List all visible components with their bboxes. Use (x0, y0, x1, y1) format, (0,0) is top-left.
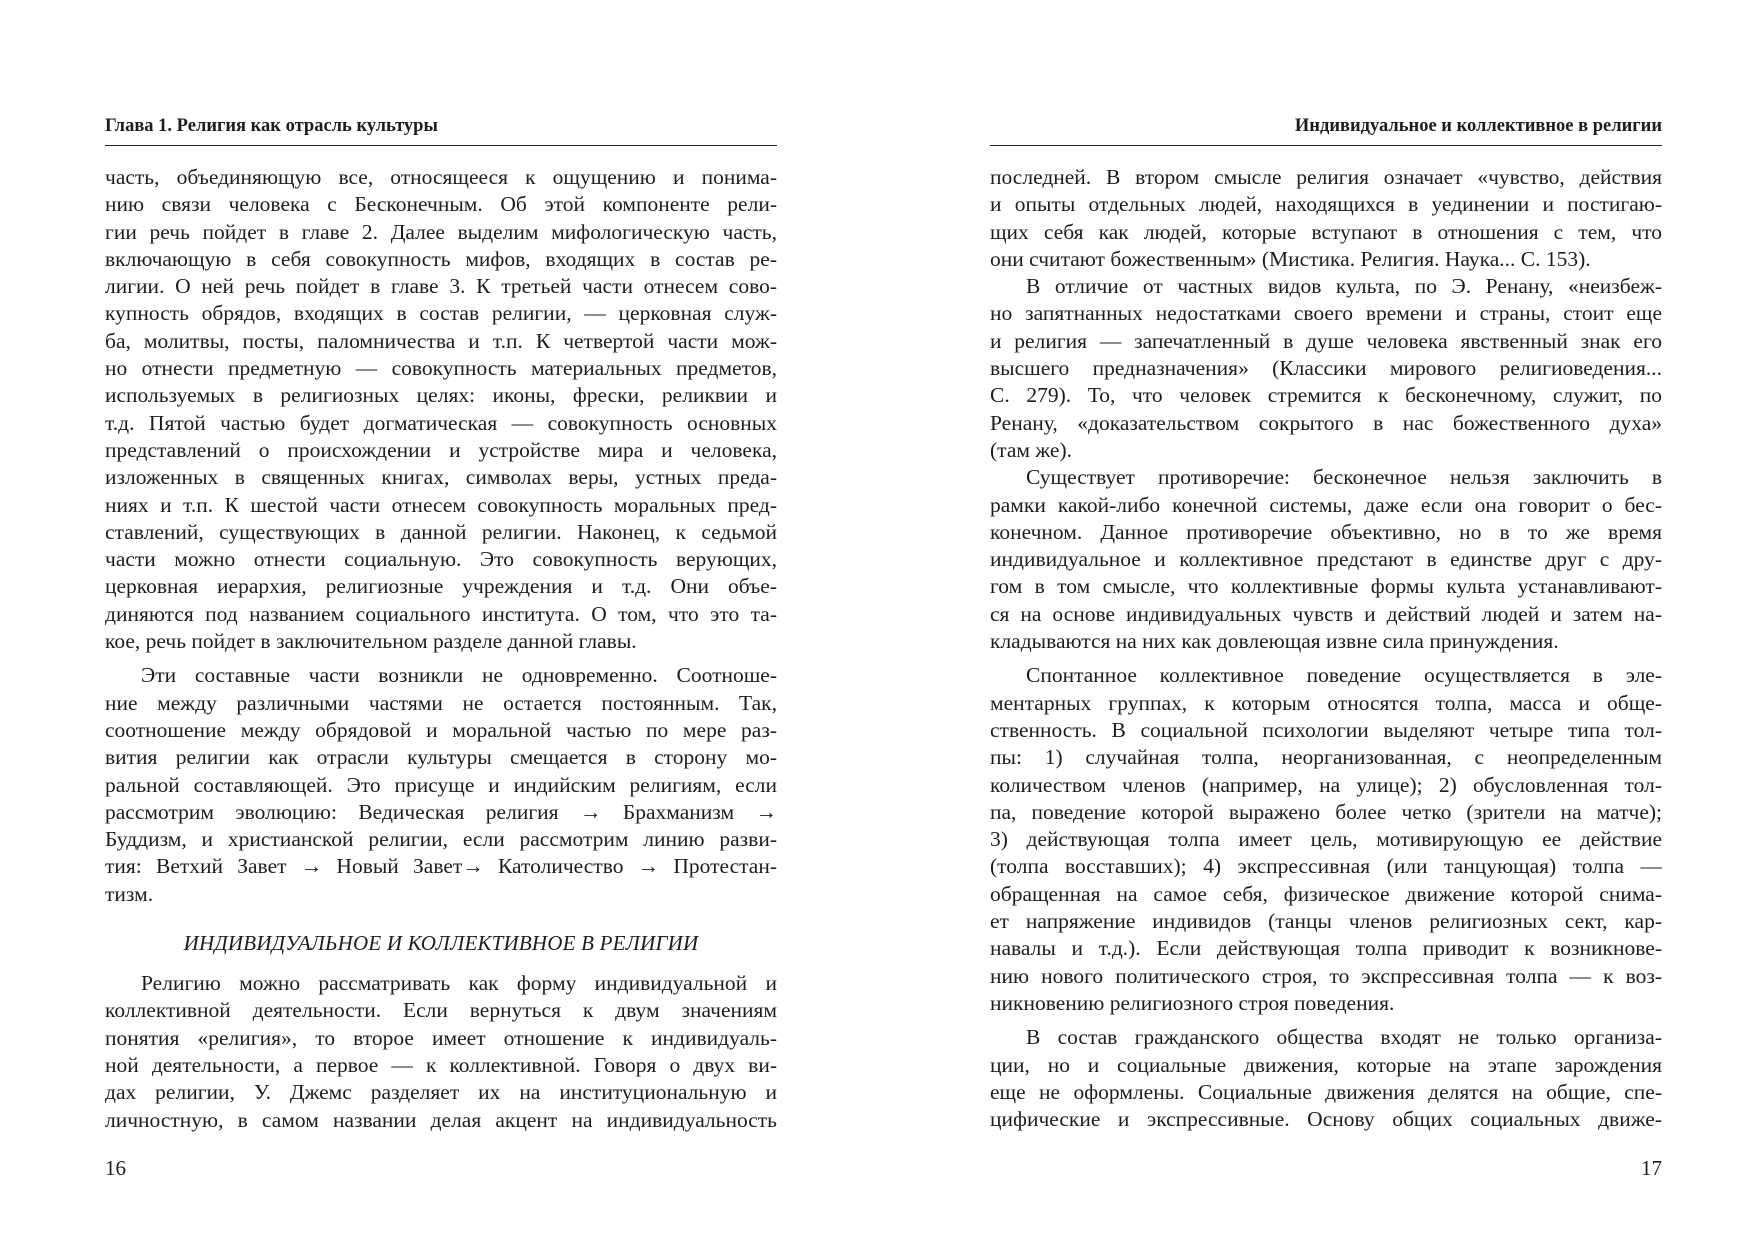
text-line: лигии. О ней речь пойдет в главе 3. К третьей части отнесем сово- (105, 274, 777, 299)
text-line: еще не оформлены. Социальные движения делятся на общие, спе- (990, 1079, 1662, 1104)
text-line: конечном. Данное противоречие объективно, но в то же время (990, 519, 1662, 544)
text-line: ральной составляющей. Это присуще и индийским религиям, если (105, 772, 777, 797)
text-line: включающую в себя совокупность мифов, входящих в состав ре- (105, 246, 777, 271)
text-line: ной деятельности, а первое — к коллективной. Говоря о двух ви- (105, 1052, 777, 1077)
text-line: часть, объединяющую все, относящееся к ощущению и понима- (105, 165, 777, 189)
text-line: Религию можно рассматривать как форму индивидуальной и (141, 971, 777, 996)
text-line: В отличие от частных видов культа, по Э. Ренану, «неизбеж- (1026, 274, 1662, 299)
text-line: щих себя как людей, которые вступают в отношения с тем, что (990, 219, 1662, 244)
text-line: Буддизм, и христианской религии, если рассмотрим линию разви- (105, 827, 777, 852)
text-line: диняются под названием социального института. О том, что это та- (105, 601, 777, 626)
text-line: нию нового политического строя, то экспрессивная толпа — к воз- (990, 963, 1662, 988)
text-line: (там же). (990, 437, 1072, 462)
text-line: Ренану, «доказательством сокрытого в нас божественного духа» (990, 410, 1662, 435)
text-line: купность обрядов, входящих в состав религии, — церковная служ- (105, 301, 777, 326)
text-line: гом в том смысле, что коллективные формы культа устанавливают- (990, 574, 1662, 599)
text-line: они считают божественным» (Мистика. Религия. Наука... С. 153). (990, 246, 1591, 271)
text-line: но запятнанных недостатками своего времени и страны, стоит еще (990, 301, 1662, 326)
text-line: соотношение между обрядовой и моральной частью по мере раз- (105, 717, 777, 742)
text-line: навалы и т.д.). Если действующая толпа приводит к возникнове- (990, 936, 1662, 961)
text-line: рамки какой-либо конечной системы, даже если она говорит о бес- (990, 492, 1662, 517)
left-paragraph-3 (105, 970, 777, 1134)
right-paragraph-3 (990, 464, 1662, 655)
text-line: вития религии как отрасли культуры смещается в сторону мо- (105, 745, 777, 770)
text-line: Существует противоречие: бесконечное нельзя заключить в (1026, 465, 1662, 490)
right-paragraph-5 (990, 1024, 1662, 1133)
text-line: кладываются на них как довлеющая извне сила принуждения. (990, 629, 1559, 654)
text-line: обращенная на самое себя, физическое движение которой снима- (990, 881, 1662, 906)
text-line: нию связи человека с Бесконечным. Об этой компоненте рели- (105, 192, 777, 217)
text-line: ба, молитвы, посты, паломничества и т.п. К четвертой части мож- (105, 328, 777, 353)
text-line: Эти составные части возникли не одновременно. Соотноше- (141, 663, 777, 688)
text-line: но отнести предметную — совокупность материальных предметов, (105, 356, 777, 381)
text-line: ставлений, существующих в данной религии. Наконец, к седьмой (105, 519, 777, 544)
text-line: представлений о происхождении и устройстве мира и человека, (105, 437, 777, 462)
text-line: тизм. (105, 881, 154, 906)
text-line: части можно отнести социальную. Это совокупность верующих, (105, 547, 777, 572)
text-line: кое, речь пойдет в заключительном разделе данной главы. (105, 629, 637, 654)
right-running-head: Индивидуальное и коллективное в религии (990, 116, 1662, 146)
text-line: высшего предназначения» (Классики мирового религиоведения... (990, 356, 1662, 381)
text-line: церковная иерархия, религиозные учреждения и т.д. Они объе- (105, 574, 777, 599)
text-line: изложенных в священных книгах, символах веры, устных преда- (105, 465, 777, 490)
left-page-number: 16 (105, 1156, 126, 1180)
left-paragraph-1 (105, 164, 777, 655)
text-line: пы: 1) случайная толпа, неорганизованная, с неопределенным (990, 745, 1662, 770)
text-line: Спонтанное коллективное поведение осуществляется в эле- (1026, 663, 1662, 688)
text-line: используемых в религиозных целях: иконы, фрески, реликвии и (105, 383, 777, 408)
text-line: понятия «религия», то второе имеет отношение к индивидуаль- (105, 1025, 777, 1050)
text-line: и религия — запечатленный в душе человека явственный знак его (990, 328, 1662, 353)
text-line: ет напряжение индивидов (танцы членов религиозных сект, кар- (990, 909, 1662, 934)
left-page (105, 0, 777, 1240)
text-line: ниях и т.п. К шестой части отнесем совокупность моральных пред- (105, 492, 777, 517)
text-line: ственность. В социальной психологии выделяют четыре типа тол- (990, 717, 1662, 742)
text-line: (толпа восставших); 4) экспрессивная (или танцующая) толпа — (990, 854, 1662, 879)
text-line: С. 279). То, что человек стремится к бесконечному, служит, по (990, 383, 1662, 408)
right-paragraph-2 (990, 273, 1662, 464)
right-page-number: 17 (1641, 1156, 1662, 1180)
left-paragraph-2 (105, 662, 777, 908)
right-paragraph-1 (990, 164, 1662, 273)
right-paragraph-4 (990, 662, 1662, 1017)
text-line: ментарных группах, к которым относятся толпа, масса и обще- (990, 690, 1662, 715)
text-line: 3) действующая толпа имеет цель, мотивирующую ее действие (990, 827, 1662, 852)
left-page-text (105, 164, 777, 1134)
text-line: гии речь пойдет в главе 2. Далее выделим мифологическую часть, (105, 219, 777, 244)
text-line: последней. В втором смысле религия означает «чувство, действия (990, 165, 1662, 189)
text-line: ции, но и социальные движения, которые на этапе зарождения (990, 1052, 1662, 1077)
text-line: В состав гражданского общества входят не только организа- (1026, 1025, 1662, 1050)
text-line: па, поведение которой выражено более четко (зрители на матче); (990, 799, 1662, 824)
text-line: никновению религиозного строя поведения. (990, 990, 1395, 1015)
text-line: и опыты отдельных людей, находящихся в уединении и постигаю- (990, 192, 1662, 217)
right-page (990, 0, 1662, 1240)
section-heading: ИНДИВИДУАЛЬНОЕ И КОЛЛЕКТИВНОЕ В РЕЛИГИИ (183, 931, 699, 956)
text-line: т.д. Пятой частью будет догматическая — совокупность основных (105, 410, 777, 435)
text-line: коллективной деятельности. Если вернуться к двум значениям (105, 998, 777, 1023)
text-line: тия: Ветхий Завет → Новый Завет→ Католичество → Протестан- (105, 854, 777, 879)
right-page-text (990, 164, 1662, 1133)
text-line: цифические и экспрессивные. Основу общих социальных движе- (990, 1107, 1662, 1132)
left-running-head: Глава 1. Религия как отрасль культуры (105, 116, 777, 146)
text-line: ся на основе индивидуальных чувств и действий людей и затем на- (990, 601, 1662, 626)
text-line: ние между различными частями не остается постоянным. Так, (105, 690, 777, 715)
text-line: индивидуальное и коллективное предстают в единстве друг с дру- (990, 547, 1662, 572)
text-line: рассмотрим эволюцию: Ведическая религия → Брахманизм → (105, 799, 777, 824)
text-line: количеством членов (например, на улице); 2) обусловленная тол- (990, 772, 1662, 797)
text-line: дах религии, У. Джемс разделяет их на институциональную и (105, 1080, 777, 1105)
text-line: личностную, в самом названии делая акцент на индивидуальность (105, 1107, 777, 1132)
